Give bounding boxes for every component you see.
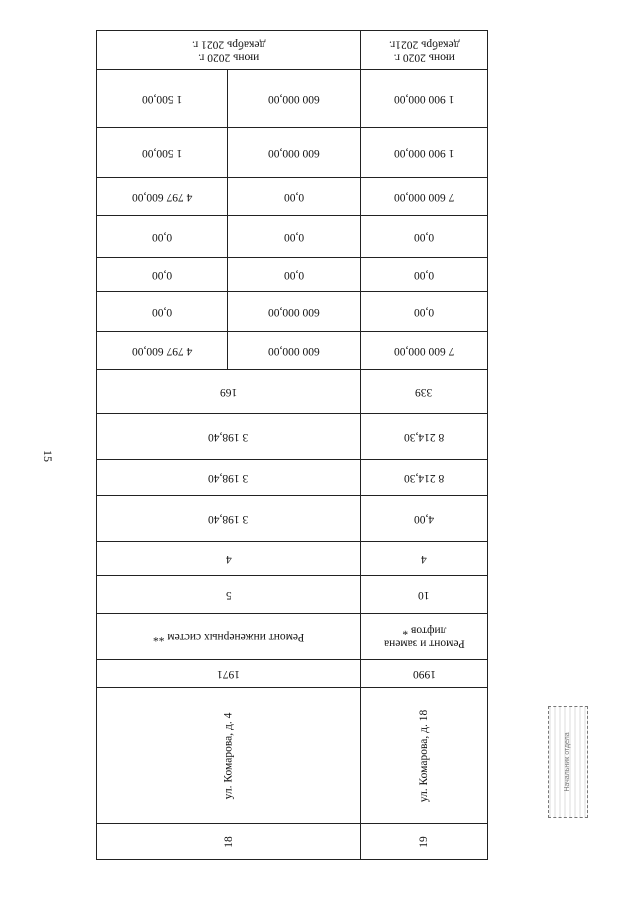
value-cell — [97, 215, 360, 257]
cell-value: 8 214,30 — [403, 431, 445, 444]
cell-value: 0,00 — [413, 269, 435, 282]
value-cell — [97, 291, 360, 331]
cell-value: 0,00 — [283, 191, 305, 204]
cell-value: 1 900 000,00 — [393, 93, 455, 106]
page-number: 15 — [41, 450, 55, 462]
cell-value: 0,00 — [413, 306, 435, 319]
value-cell — [97, 177, 360, 215]
value-cell — [97, 69, 360, 127]
cell-value: 4 797 600,00 — [131, 191, 193, 204]
row-number: 18 — [222, 835, 235, 848]
cell-value: 600 000,00 — [268, 345, 320, 358]
value-cell — [97, 541, 360, 575]
cell-value: 3 198,40 — [208, 513, 249, 526]
cell-value: 169 — [219, 386, 238, 399]
address: ул. Комарова, д. 18 — [418, 709, 430, 802]
year-built: 1971 — [217, 668, 240, 681]
cell-value: 1 900 000,00 — [393, 147, 455, 160]
cell-value: 600 000,00 — [268, 306, 320, 319]
cell-value: 600 000,00 — [268, 93, 320, 106]
value-cell — [97, 369, 360, 413]
cell-value: 5 — [225, 589, 232, 602]
cell-value: 10 — [418, 589, 430, 602]
data-table — [96, 30, 488, 860]
work-type: Ремонт и замена лифтов * — [383, 624, 465, 650]
cell-value: 4 — [421, 553, 427, 566]
cell-value: 4 797 600,00 — [131, 345, 193, 358]
row-number: 19 — [418, 835, 430, 848]
cell-value: 339 — [415, 386, 433, 399]
cell-value: 4 — [225, 553, 232, 566]
cell-value: 1 500,00 — [141, 93, 183, 106]
cell-value: 3 198,40 — [208, 431, 249, 444]
work-cell — [97, 613, 360, 659]
stamp-text: Начальник отдела — [563, 732, 571, 792]
period-cell — [361, 31, 487, 69]
cell-value: 0,00 — [283, 269, 305, 282]
cell-value: 0,00 — [151, 269, 173, 282]
table-row-18 — [96, 30, 361, 860]
year-built: 1990 — [412, 668, 436, 681]
year-cell — [97, 659, 360, 687]
period-cell — [97, 31, 360, 69]
approval-stamp — [548, 706, 588, 818]
period-text: июнь 2020 г. декабрь 2021г. — [388, 38, 460, 64]
value-cell — [97, 331, 360, 369]
value-cell — [97, 257, 360, 291]
address-cell — [97, 687, 360, 823]
cell-value: 4,00 — [413, 513, 435, 526]
cell-value: 7 600 000,00 — [393, 191, 455, 204]
table-row-19 — [360, 30, 488, 860]
num-cell — [97, 823, 360, 859]
cell-value: 0,00 — [151, 231, 173, 244]
cell-value: 600 000,00 — [268, 147, 320, 160]
address: ул. Комарова, д. 4 — [222, 712, 235, 799]
value-cell — [97, 459, 360, 495]
value-cell — [97, 413, 360, 459]
cell-value: 0,00 — [151, 306, 173, 319]
cell-value: 0,00 — [283, 231, 305, 244]
period-text: июнь 2020 г. декабрь 2021 г. — [191, 38, 266, 64]
work-cell — [361, 613, 487, 659]
cell-value: 8 214,30 — [403, 472, 445, 485]
cell-value: 0,00 — [413, 231, 435, 244]
value-cell — [97, 127, 360, 177]
value-cell — [97, 495, 360, 541]
cell-value: 3 198,40 — [208, 472, 249, 485]
cell-value: 1 500,00 — [141, 147, 183, 160]
value-cell — [97, 575, 360, 613]
work-type: Ремонт инженерных систем ** — [152, 631, 305, 644]
cell-value: 7 600 000,00 — [393, 345, 455, 358]
